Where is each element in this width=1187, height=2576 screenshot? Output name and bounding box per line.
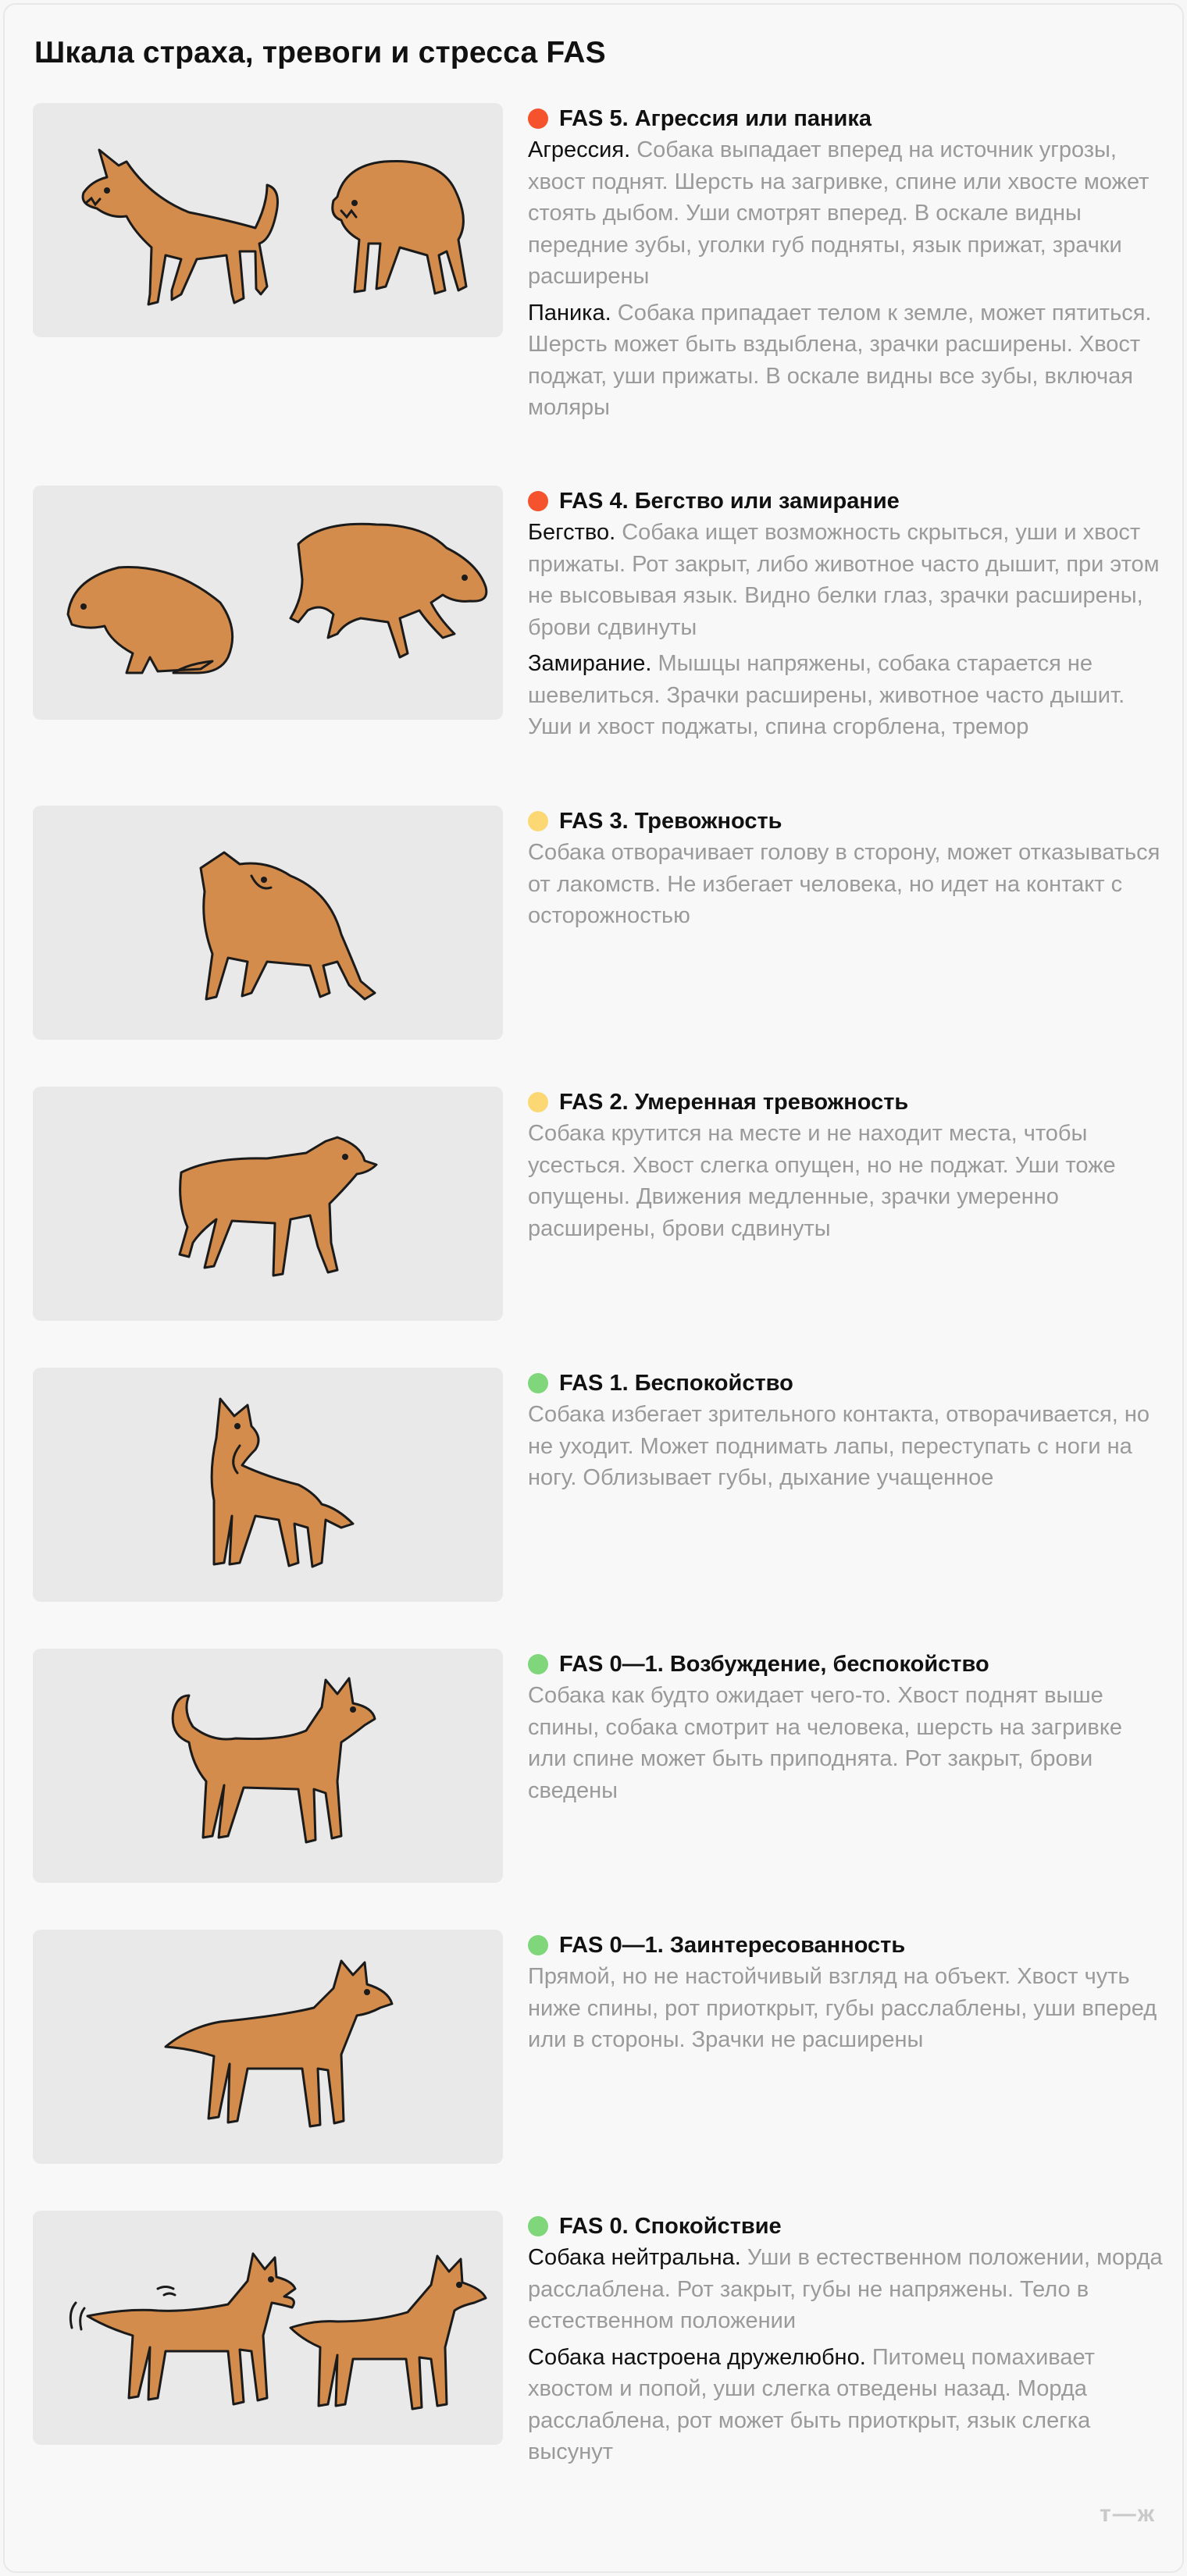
fas-heading xyxy=(528,1087,1164,1118)
fas-description xyxy=(528,134,1164,293)
dog-illustration xyxy=(33,486,503,720)
fas-heading-text: FAS 1. Беспокойство xyxy=(559,1370,793,1396)
dog-unease-drawing xyxy=(33,1368,503,1602)
fas-heading-text: FAS 2. Умеренная тревожность xyxy=(559,1089,909,1115)
fas-description xyxy=(528,1680,1164,1806)
dog-excitement-drawing xyxy=(33,1649,503,1883)
dog-illustration xyxy=(33,103,503,337)
severity-dot xyxy=(528,1092,548,1112)
severity-dot xyxy=(528,1654,548,1674)
fas-info xyxy=(528,1087,1164,1244)
fas-description xyxy=(528,837,1164,932)
page-title: Шкала страха, тревоги и стресса FAS xyxy=(34,36,606,69)
fas-heading-text: FAS 5. Агрессия или паника xyxy=(559,105,872,131)
description-text: Собака ищет возможность скрыться, уши и хвост прижаты. Рот закрыт, либо животное часто дышит, при этом не высовывая язык. Видно белки глаз, зрачки расширены, брови сдвинуты xyxy=(528,520,1160,640)
dog-illustration xyxy=(33,1087,503,1321)
description-text: Собака избегает зрительного контакта, отворачивается, но не уходит. Может поднимать лапы, переступать с ноги на ногу. Облизывает губы, дыхание учащенное xyxy=(528,1402,1150,1490)
description-label: Агрессия. xyxy=(528,137,631,162)
fas-description xyxy=(528,297,1164,424)
description-label: Собака настроена дружелюбно. xyxy=(528,2344,866,2370)
description-text: Собака крутится на месте и не находит места, чтобы усесться. Хвост слегка опущен, но не поджат. Уши тоже опущены. Движения медленные, зрачки умеренно расширены, брови сдвинуты xyxy=(528,1121,1116,1241)
dog-illustration xyxy=(33,1930,503,2164)
description-text: Уши в естественном положении, морда расслаблена. Рот закрыт, губы не напряжены. Тело в естественном положении xyxy=(528,2245,1163,2333)
dog-illustration xyxy=(33,1368,503,1602)
fas-description xyxy=(528,2242,1164,2337)
fas-heading-text: FAS 4. Бегство или замирание xyxy=(559,488,900,514)
fas-heading-text: FAS 0—1. Возбуждение, беспокойство xyxy=(559,1651,989,1677)
fas-heading xyxy=(528,2211,1164,2242)
dog-flight-freeze-drawing xyxy=(33,486,503,720)
dog-moderate-anxiety-drawing xyxy=(33,1087,503,1321)
brand-logo: т—ж xyxy=(1100,2501,1156,2527)
dog-anxiety-drawing xyxy=(33,806,503,1040)
severity-dot xyxy=(528,1935,548,1955)
description-text: Питомец помахивает хвостом и попой, уши слегка отведены назад. Морда расслаблена, рот может быть приоткрыт, язык слегка высунут xyxy=(528,2344,1095,2464)
fas-info xyxy=(528,1368,1164,1494)
fas-description xyxy=(528,517,1164,643)
severity-dot xyxy=(528,491,548,511)
fas-heading-text: FAS 3. Тревожность xyxy=(559,808,782,834)
fas-description xyxy=(528,2342,1164,2468)
dog-illustration xyxy=(33,2211,503,2445)
description-text: Собака как будто ожидает чего-то. Хвост поднят выше спины, собака смотрит на человека, шерсть на загривке или спине может быть приподнята. Рот закрыт, брови сведены xyxy=(528,1683,1122,1803)
description-label: Замирание. xyxy=(528,651,652,676)
description-label: Бегство. xyxy=(528,520,616,545)
fas-heading xyxy=(528,1930,1164,1961)
fas-heading xyxy=(528,103,1164,134)
fas-info xyxy=(528,486,1164,743)
dog-illustration xyxy=(33,806,503,1040)
fas-heading-text: FAS 0. Спокойствие xyxy=(559,2213,782,2239)
dog-calm-drawing xyxy=(33,2211,503,2445)
fas-description xyxy=(528,648,1164,743)
fas-heading xyxy=(528,1368,1164,1399)
severity-dot xyxy=(528,2216,548,2236)
fas-heading xyxy=(528,806,1164,837)
dog-aggression-panic-drawing xyxy=(33,103,503,337)
dog-illustration xyxy=(33,1649,503,1883)
fas-info xyxy=(528,1930,1164,2056)
fas-info xyxy=(528,1649,1164,1806)
dog-interest-drawing xyxy=(33,1930,503,2164)
fas-description xyxy=(528,1118,1164,1244)
description-label: Собака нейтральна. xyxy=(528,2245,741,2270)
fas-info xyxy=(528,2211,1164,2468)
fas-heading-text: FAS 0—1. Заинтересованность xyxy=(559,1932,906,1958)
fas-info xyxy=(528,806,1164,932)
description-text: Собака припадает телом к земле, может пятиться. Шерсть может быть вздыблена, зрачки расширены. Хвост поджат, уши прижаты. В оскале видны все зубы, включая моляры xyxy=(528,300,1152,420)
description-text: Прямой, но не настойчивый взгляд на объект. Хвост чуть ниже спины, рот приоткрыт, губы расслаблены, уши вперед или в стороны. Зрачки не расширены xyxy=(528,1964,1157,2052)
description-text: Мышцы напряжены, собака старается не шевелиться. Зрачки расширены, животное часто дышит. Уши и хвост поджаты, спина сгорблена, тремор xyxy=(528,651,1125,739)
severity-dot xyxy=(528,109,548,129)
fas-heading xyxy=(528,486,1164,517)
fas-description xyxy=(528,1961,1164,2056)
description-label: Паника. xyxy=(528,300,611,326)
fas-heading xyxy=(528,1649,1164,1680)
severity-dot xyxy=(528,811,548,831)
severity-dot xyxy=(528,1373,548,1393)
description-text: Собака отворачивает голову в сторону, может отказываться от лакомств. Не избегает человека, но идет на контакт с осторожностью xyxy=(528,840,1160,928)
fas-info xyxy=(528,103,1164,424)
fas-description xyxy=(528,1399,1164,1494)
infographic-card xyxy=(3,3,1184,2573)
description-text: Собака выпадает вперед на источник угрозы, хвост поднят. Шерсть на загривке, спине или хвосте может стоять дыбом. Уши смотрят вперед. В оскале видны передние зубы, уголки губ подняты, язык прижат, зрачки расширены xyxy=(528,137,1150,289)
